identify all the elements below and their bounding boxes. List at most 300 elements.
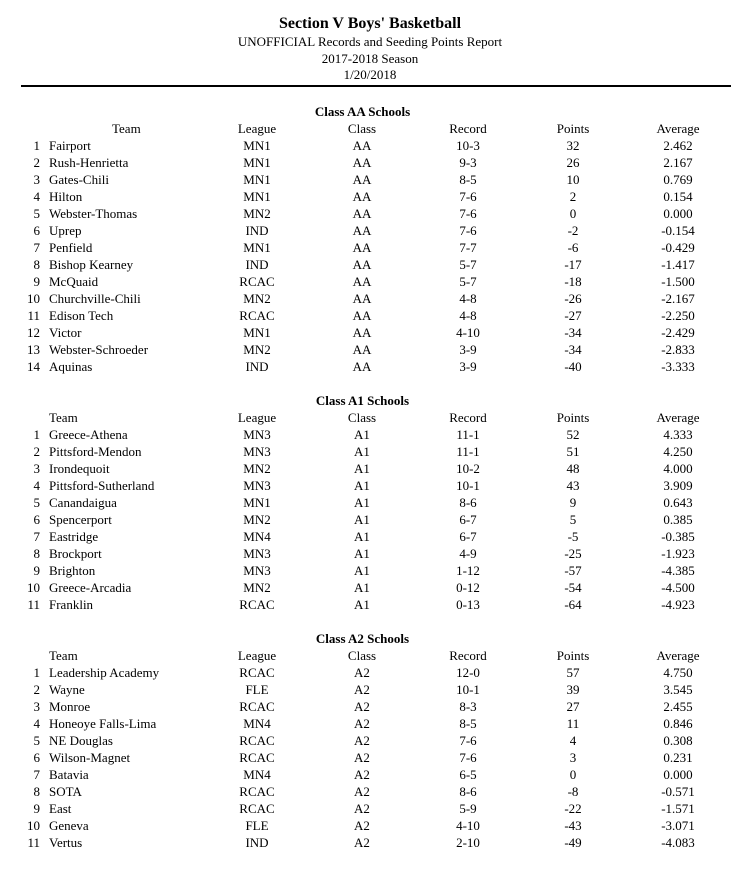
- report-date: 1/20/2018: [343, 67, 397, 82]
- cell-average: 0.154: [663, 189, 693, 204]
- cell-average: -1.500: [661, 274, 695, 289]
- cell-class: AA: [352, 308, 372, 323]
- report-season: 2017-2018 Season: [321, 51, 419, 66]
- cell-class: A2: [354, 682, 370, 697]
- cell-rank: 10: [27, 818, 40, 833]
- cell-rank: 2: [33, 155, 40, 170]
- cell-league: MN2: [243, 512, 271, 527]
- cell-team-name: Canandaigua: [49, 495, 117, 510]
- cell-team-name: Batavia: [49, 767, 89, 782]
- cell-league: MN4: [243, 716, 271, 731]
- table-row: [0, 477, 740, 494]
- cell-average: 0.846: [663, 716, 693, 731]
- cell-record: 4-10: [456, 325, 480, 340]
- cell-class: AA: [352, 257, 372, 272]
- cell-record: 5-9: [459, 801, 477, 816]
- cell-average: -3.071: [661, 818, 695, 833]
- cell-record: 7-7: [459, 240, 477, 255]
- cell-class: A1: [354, 529, 370, 544]
- cell-average: -2.429: [661, 325, 695, 340]
- cell-record: 7-6: [459, 223, 477, 238]
- cell-average: 0.000: [663, 767, 693, 782]
- column-header-record: Record: [449, 121, 487, 136]
- cell-class: AA: [352, 189, 372, 204]
- cell-team-name: Webster-Thomas: [49, 206, 138, 221]
- cell-points: -40: [564, 359, 582, 374]
- cell-record: 8-5: [459, 172, 477, 187]
- cell-rank: 2: [33, 682, 40, 697]
- cell-team-name: Wilson-Magnet: [49, 750, 131, 765]
- cell-rank: 5: [33, 733, 40, 748]
- cell-rank: 4: [33, 189, 40, 204]
- cell-record: 8-3: [459, 699, 477, 714]
- cell-rank: 4: [33, 716, 40, 731]
- cell-rank: 6: [33, 223, 40, 238]
- table-row: [0, 154, 740, 171]
- table-row: [0, 545, 740, 562]
- cell-record: 7-6: [459, 750, 477, 765]
- cell-league: MN3: [243, 563, 271, 578]
- table-row: [0, 494, 740, 511]
- cell-league: IND: [245, 359, 269, 374]
- cell-team-name: Leadership Academy: [49, 665, 160, 680]
- cell-team-name: Uprep: [49, 223, 82, 238]
- cell-record: 5-7: [459, 257, 477, 272]
- table-row: [0, 188, 740, 205]
- cell-record: 6-7: [459, 529, 477, 544]
- cell-rank: 1: [33, 665, 40, 680]
- cell-team-name: Churchville-Chili: [49, 291, 141, 306]
- cell-class: A2: [354, 733, 370, 748]
- cell-team-name: Vertus: [49, 835, 83, 850]
- table-row: [0, 358, 740, 375]
- cell-rank: 7: [33, 240, 40, 255]
- table-row: [0, 681, 740, 698]
- table-row: [0, 834, 740, 851]
- cell-league: MN4: [243, 767, 271, 782]
- cell-points: 10: [566, 172, 580, 187]
- table-row: [0, 324, 740, 341]
- cell-record: 1-12: [456, 563, 480, 578]
- cell-rank: 3: [33, 461, 40, 476]
- cell-rank: 1: [33, 427, 40, 442]
- cell-league: IND: [245, 835, 269, 850]
- cell-points: -6: [567, 240, 579, 255]
- column-header-average: Average: [656, 121, 700, 136]
- cell-class: A2: [354, 801, 370, 816]
- cell-class: A1: [354, 563, 370, 578]
- cell-average: -2.250: [661, 308, 695, 323]
- cell-team-name: Brockport: [49, 546, 102, 561]
- table-row: [0, 256, 740, 273]
- cell-league: MN1: [243, 325, 271, 340]
- cell-league: MN2: [243, 291, 271, 306]
- table-row: [0, 239, 740, 256]
- cell-league: FLE: [245, 818, 269, 833]
- column-header-class: Class: [347, 648, 377, 663]
- cell-team-name: Hilton: [49, 189, 83, 204]
- cell-rank: 10: [27, 580, 40, 595]
- cell-average: 4.250: [663, 444, 693, 459]
- cell-team-name: Pittsford-Sutherland: [49, 478, 155, 493]
- cell-class: AA: [352, 274, 372, 289]
- cell-average: 0.308: [663, 733, 693, 748]
- cell-rank: 2: [33, 444, 40, 459]
- cell-average: 4.333: [663, 427, 693, 442]
- column-header-points: Points: [556, 121, 590, 136]
- cell-rank: 7: [33, 767, 40, 782]
- report-title: Section V Boys' Basketball: [278, 15, 462, 32]
- report-subtitle: UNOFFICIAL Records and Seeding Points Report: [237, 34, 503, 49]
- cell-class: A1: [354, 478, 370, 493]
- table-row: [0, 341, 740, 358]
- cell-average: 0.231: [663, 750, 693, 765]
- cell-team-name: East: [49, 801, 72, 816]
- cell-record: 7-6: [459, 733, 477, 748]
- cell-average: 0.769: [663, 172, 693, 187]
- cell-average: -1.571: [661, 801, 695, 816]
- cell-team-name: Franklin: [49, 597, 94, 612]
- table-row: [0, 749, 740, 766]
- cell-average: 3.909: [663, 478, 693, 493]
- cell-rank: 3: [33, 699, 40, 714]
- cell-average: 3.545: [663, 682, 693, 697]
- cell-record: 0-12: [456, 580, 480, 595]
- cell-rank: 9: [33, 801, 40, 816]
- cell-league: MN1: [243, 172, 271, 187]
- table-row: [0, 307, 740, 324]
- column-header-points: Points: [556, 648, 590, 663]
- cell-points: -18: [564, 274, 582, 289]
- cell-class: A1: [354, 427, 370, 442]
- cell-class: AA: [352, 206, 372, 221]
- cell-points: -26: [564, 291, 582, 306]
- cell-team-name: McQuaid: [49, 274, 99, 289]
- column-header-record: Record: [449, 648, 487, 663]
- column-header-team: Team: [49, 648, 78, 663]
- cell-record: 7-6: [459, 206, 477, 221]
- cell-class: AA: [352, 155, 372, 170]
- cell-team-name: Geneva: [49, 818, 89, 833]
- table-row: [0, 443, 740, 460]
- table-row: [0, 205, 740, 222]
- table-row: [0, 460, 740, 477]
- cell-points: -64: [564, 597, 582, 612]
- column-header-league: League: [237, 648, 277, 663]
- cell-class: AA: [352, 138, 372, 153]
- cell-points: -49: [564, 835, 582, 850]
- cell-league: MN2: [243, 206, 271, 221]
- cell-team-name: Edison Tech: [49, 308, 114, 323]
- table-row: [0, 511, 740, 528]
- cell-record: 4-8: [459, 308, 477, 323]
- cell-rank: 11: [27, 597, 40, 612]
- cell-points: 27: [566, 699, 580, 714]
- cell-points: -57: [564, 563, 582, 578]
- cell-average: -4.083: [661, 835, 695, 850]
- cell-points: -27: [564, 308, 582, 323]
- table-row: [0, 273, 740, 290]
- cell-class: A1: [354, 546, 370, 561]
- cell-league: MN1: [243, 189, 271, 204]
- cell-average: 0.000: [663, 206, 693, 221]
- cell-points: -5: [567, 529, 579, 544]
- cell-points: -43: [564, 818, 582, 833]
- cell-points: 52: [566, 427, 580, 442]
- cell-class: AA: [352, 342, 372, 357]
- cell-team-name: SOTA: [49, 784, 82, 799]
- cell-record: 8-6: [459, 495, 477, 510]
- cell-team-name: Wayne: [49, 682, 85, 697]
- cell-league: MN3: [243, 546, 271, 561]
- cell-class: A1: [354, 495, 370, 510]
- table-row: [0, 579, 740, 596]
- cell-rank: 12: [27, 325, 40, 340]
- table-row: [0, 171, 740, 188]
- table-row: [0, 290, 740, 307]
- cell-average: -0.385: [661, 529, 695, 544]
- cell-team-name: Victor: [49, 325, 82, 340]
- table-header-row: [0, 120, 740, 137]
- table-row: [0, 817, 740, 834]
- cell-rank: 1: [33, 138, 40, 153]
- cell-points: 3: [569, 750, 577, 765]
- cell-rank: 6: [33, 512, 40, 527]
- cell-class: A2: [354, 784, 370, 799]
- cell-record: 3-9: [459, 342, 477, 357]
- cell-rank: 13: [27, 342, 40, 357]
- cell-team-name: Brighton: [49, 563, 96, 578]
- table-row: [0, 715, 740, 732]
- cell-class: A2: [354, 835, 370, 850]
- cell-class: AA: [352, 223, 372, 238]
- cell-team-name: Webster-Schroeder: [49, 342, 149, 357]
- cell-rank: 4: [33, 478, 40, 493]
- cell-points: 0: [569, 206, 577, 221]
- table-row: [0, 766, 740, 783]
- table-row: [0, 800, 740, 817]
- cell-record: 8-5: [459, 716, 477, 731]
- cell-class: A1: [354, 444, 370, 459]
- cell-record: 8-6: [459, 784, 477, 799]
- cell-points: 5: [569, 512, 577, 527]
- cell-average: -3.333: [661, 359, 695, 374]
- cell-points: 39: [566, 682, 580, 697]
- table-row: [0, 596, 740, 613]
- cell-class: A1: [354, 580, 370, 595]
- cell-rank: 9: [33, 563, 40, 578]
- cell-record: 5-7: [459, 274, 477, 289]
- cell-league: MN1: [243, 138, 271, 153]
- column-header-class: Class: [347, 410, 377, 425]
- cell-class: AA: [352, 240, 372, 255]
- cell-rank: 14: [27, 359, 40, 374]
- cell-record: 6-5: [459, 767, 477, 782]
- cell-points: 43: [566, 478, 580, 493]
- column-header-team: Team: [49, 410, 78, 425]
- cell-average: -1.417: [661, 257, 695, 272]
- cell-average: 0.385: [663, 512, 693, 527]
- column-header-league: League: [237, 410, 277, 425]
- cell-points: -25: [564, 546, 582, 561]
- column-header-league: League: [237, 121, 277, 136]
- cell-average: -4.385: [661, 563, 695, 578]
- cell-record: 2-10: [456, 835, 480, 850]
- cell-points: -2: [567, 223, 579, 238]
- cell-record: 10-1: [456, 478, 480, 493]
- cell-class: A2: [354, 818, 370, 833]
- table-header-row: [0, 647, 740, 664]
- cell-record: 3-9: [459, 359, 477, 374]
- cell-class: A1: [354, 461, 370, 476]
- table-row: [0, 426, 740, 443]
- cell-class: A2: [354, 699, 370, 714]
- cell-league: RCAC: [239, 801, 275, 816]
- cell-team-name: Bishop Kearney: [49, 257, 134, 272]
- cell-rank: 11: [27, 835, 40, 850]
- cell-record: 4-8: [459, 291, 477, 306]
- cell-rank: 8: [33, 257, 40, 272]
- cell-rank: 7: [33, 529, 40, 544]
- cell-points: 26: [566, 155, 580, 170]
- cell-record: 9-3: [459, 155, 477, 170]
- cell-average: -0.429: [661, 240, 695, 255]
- cell-record: 4-10: [456, 818, 480, 833]
- column-header-points: Points: [556, 410, 590, 425]
- cell-team-name: Pittsford-Mendon: [49, 444, 142, 459]
- cell-rank: 9: [33, 274, 40, 289]
- cell-average: 2.167: [663, 155, 693, 170]
- cell-average: -0.154: [661, 223, 695, 238]
- cell-average: 4.000: [663, 461, 693, 476]
- cell-record: 11-1: [456, 444, 480, 459]
- cell-league: RCAC: [239, 784, 275, 799]
- header-divider: [21, 85, 731, 87]
- cell-average: 2.455: [663, 699, 693, 714]
- cell-record: 12-0: [456, 665, 480, 680]
- cell-league: RCAC: [239, 733, 275, 748]
- cell-league: MN1: [243, 155, 271, 170]
- cell-points: 32: [566, 138, 580, 153]
- cell-points: 51: [566, 444, 580, 459]
- cell-league: RCAC: [239, 750, 275, 765]
- cell-league: RCAC: [239, 699, 275, 714]
- cell-points: 9: [569, 495, 577, 510]
- column-header-record: Record: [449, 410, 487, 425]
- cell-team-name: Irondequoit: [49, 461, 110, 476]
- cell-team-name: Penfield: [49, 240, 93, 255]
- cell-league: MN1: [243, 495, 271, 510]
- table-row: [0, 732, 740, 749]
- cell-league: RCAC: [239, 665, 275, 680]
- cell-rank: 3: [33, 172, 40, 187]
- cell-team-name: Greece-Arcadia: [49, 580, 132, 595]
- section-title: Class A1 Schools: [315, 393, 410, 408]
- cell-league: MN2: [243, 342, 271, 357]
- cell-team-name: Honeoye Falls-Lima: [49, 716, 157, 731]
- cell-average: -4.923: [661, 597, 695, 612]
- cell-record: 0-13: [456, 597, 480, 612]
- cell-class: AA: [352, 172, 372, 187]
- cell-rank: 8: [33, 546, 40, 561]
- cell-points: 4: [569, 733, 577, 748]
- cell-average: -4.500: [661, 580, 695, 595]
- cell-points: -54: [564, 580, 582, 595]
- cell-league: IND: [245, 257, 269, 272]
- cell-class: A2: [354, 665, 370, 680]
- cell-points: 2: [569, 189, 577, 204]
- cell-class: A1: [354, 512, 370, 527]
- table-row: [0, 528, 740, 545]
- column-header-average: Average: [656, 648, 700, 663]
- cell-average: -2.167: [661, 291, 695, 306]
- cell-league: MN3: [243, 478, 271, 493]
- cell-team-name: NE Douglas: [49, 733, 113, 748]
- cell-average: -2.833: [661, 342, 695, 357]
- table-row: [0, 222, 740, 239]
- section-title: Class AA Schools: [314, 104, 411, 119]
- cell-team-name: Greece-Athena: [49, 427, 128, 442]
- cell-rank: 5: [33, 495, 40, 510]
- section-title: Class A2 Schools: [315, 631, 410, 646]
- cell-average: 0.643: [663, 495, 693, 510]
- cell-record: 10-3: [456, 138, 480, 153]
- cell-rank: 6: [33, 750, 40, 765]
- cell-points: -34: [564, 342, 582, 357]
- cell-average: -1.923: [661, 546, 695, 561]
- cell-league: MN2: [243, 461, 271, 476]
- cell-points: -8: [567, 784, 579, 799]
- cell-league: RCAC: [239, 308, 275, 323]
- cell-average: -0.571: [661, 784, 695, 799]
- cell-team-name: Aquinas: [49, 359, 93, 374]
- cell-league: IND: [245, 223, 269, 238]
- table-row: [0, 137, 740, 154]
- cell-record: 7-6: [459, 189, 477, 204]
- cell-record: 4-9: [459, 546, 477, 561]
- column-header-average: Average: [656, 410, 700, 425]
- table-row: [0, 562, 740, 579]
- cell-league: MN4: [243, 529, 271, 544]
- cell-average: 2.462: [663, 138, 693, 153]
- cell-points: -34: [564, 325, 582, 340]
- cell-class: AA: [352, 359, 372, 374]
- table-row: [0, 664, 740, 681]
- cell-league: FLE: [245, 682, 269, 697]
- cell-rank: 8: [33, 784, 40, 799]
- column-header-class: Class: [347, 121, 377, 136]
- cell-team-name: Spencerport: [49, 512, 112, 527]
- cell-class: A2: [354, 716, 370, 731]
- cell-team-name: Rush-Henrietta: [49, 155, 129, 170]
- cell-class: A2: [354, 750, 370, 765]
- cell-class: A2: [354, 767, 370, 782]
- cell-class: AA: [352, 291, 372, 306]
- cell-league: RCAC: [239, 274, 275, 289]
- cell-points: 48: [566, 461, 580, 476]
- cell-class: A1: [354, 597, 370, 612]
- cell-rank: 10: [27, 291, 40, 306]
- cell-league: MN1: [243, 240, 271, 255]
- cell-rank: 5: [33, 206, 40, 221]
- cell-points: -17: [564, 257, 582, 272]
- table-row: [0, 783, 740, 800]
- cell-team-name: Fairport: [49, 138, 91, 153]
- cell-points: 57: [566, 665, 580, 680]
- cell-points: 11: [566, 716, 580, 731]
- table-row: [0, 698, 740, 715]
- cell-record: 10-2: [456, 461, 480, 476]
